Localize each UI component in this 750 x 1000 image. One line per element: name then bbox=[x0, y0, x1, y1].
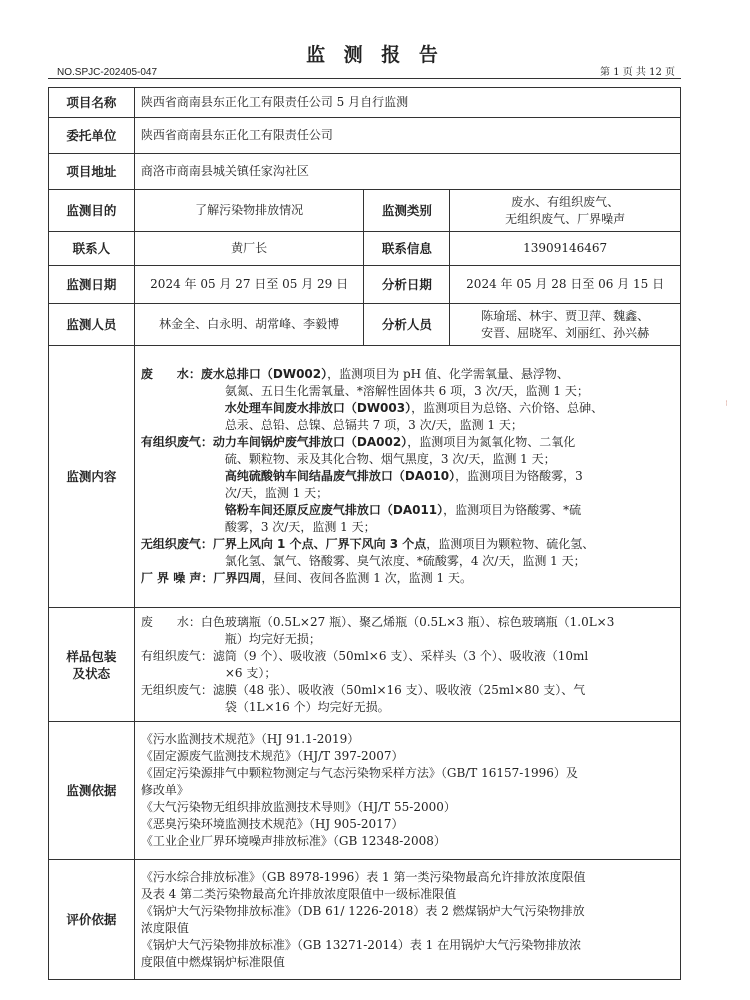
ww1-text-b: 氨氮、五日生化需氧量、*溶解性固体共 6 项，3 次/天，监测 1 天； bbox=[224, 384, 589, 398]
org-gas-tag: 有组织废气： bbox=[140, 435, 213, 449]
basis-line: 《固定污染源排气中颗粒物测定与气态污染物采样方法》（GB/T 16157-1996）及 bbox=[140, 766, 578, 780]
ww1-title: 废水总排口（DW002） bbox=[200, 367, 328, 381]
row-content bbox=[49, 346, 681, 608]
ug-text-a: ，监测项目为颗粒物、硫化氢、 bbox=[426, 537, 595, 551]
ww2-text-b: 总汞、总铅、总镍、总镉共 7 项，3 次/天，监测 1 天； bbox=[224, 418, 523, 432]
samples-og-text-a: 滤筒（9 个）、吸收液（50ml×6 支）、采样头（3 个）、吸收液（10ml bbox=[212, 648, 589, 663]
analysis-staff-line-1: 陈瑜瑶、林宇、贾卫萍、魏鑫、 bbox=[481, 308, 650, 323]
samples-og-text-b: ×6 支）； bbox=[224, 665, 277, 680]
samples-og-tag: 有组织废气： bbox=[140, 648, 213, 663]
analysis-date-value: 2024 年 05 月 28 日至 06 月 15 日 bbox=[450, 266, 681, 304]
evaluation-line: 《污水综合排放标准》（GB 8978-1996）表 1 第一类污染物最高允许排放浓度限值 bbox=[140, 869, 586, 884]
category-label: 监测类别 bbox=[364, 190, 450, 232]
evaluation-label: 评价依据 bbox=[49, 860, 135, 980]
client-label: 委托单位 bbox=[49, 118, 135, 154]
evaluation-line: 《锅炉大气污染物排放标准》（GB 13271-2014）表 1 在用锅炉大气污染物排放浓 bbox=[140, 937, 582, 952]
ug-title: 厂界上风向 1 个点、厂界下风向 3 个点 bbox=[212, 537, 427, 551]
samples-ww-text-b: 瓶）均完好无损； bbox=[224, 631, 321, 646]
header-divider bbox=[48, 78, 681, 79]
og3-text-a: ，监测项目为铬酸雾、*硫 bbox=[443, 503, 582, 517]
og2-title: 高纯硫酸钠车间结晶废气排放口（DA010） bbox=[224, 469, 456, 483]
noise-text: ，昼间、夜间各监测 1 次，监测 1 天。 bbox=[261, 571, 472, 585]
basis-line: 修改单》 bbox=[140, 783, 189, 797]
og1-text-b: 硫、颗粒物、汞及其化合物、烟气黑度，3 次/天，监测 1 天； bbox=[224, 452, 556, 466]
content-value bbox=[134, 346, 680, 608]
basis-line: 《污水监测技术规范》（HJ 91.1-2019） bbox=[140, 732, 360, 746]
analysis-staff-line-2: 安晋、屈晓军、刘丽红、孙兴赫 bbox=[481, 325, 650, 340]
basis-line: 《工业企业厂界环境噪声排放标准》（GB 12348-2008） bbox=[140, 834, 446, 848]
samples-value bbox=[134, 608, 680, 722]
row-contact bbox=[49, 232, 681, 266]
purpose-label: 监测目的 bbox=[49, 190, 135, 232]
monitor-staff-label: 监测人员 bbox=[49, 304, 135, 346]
basis-line: 《恶臭污染环境监测技术规范》（HJ 905-2017） bbox=[140, 817, 404, 831]
basis-label: 监测依据 bbox=[49, 722, 135, 860]
purpose-value: 了解污染物排放情况 bbox=[134, 190, 364, 232]
page-info: 第 1 页 共 12 页 bbox=[600, 67, 675, 78]
monitor-date-value: 2024 年 05 月 27 日至 05 月 29 日 bbox=[134, 266, 364, 304]
analysis-staff-value bbox=[450, 304, 681, 346]
samples-label-line-2: 及状态 bbox=[72, 665, 111, 681]
content-label: 监测内容 bbox=[49, 346, 135, 608]
samples-ww-text-a: 白色玻璃瓶（0.5L×27 瓶）、聚乙烯瓶（0.5L×3 瓶）、棕色玻璃瓶（1.0L×3 bbox=[200, 614, 615, 629]
wastewater-tag: 废 水： bbox=[140, 367, 201, 381]
client-value: 陕西省商南县东正化工有限责任公司 bbox=[134, 118, 680, 154]
noise-title: 厂界四周 bbox=[213, 571, 262, 585]
basis-line: 《固定源废气监测技术规范》（HJ/T 397-2007） bbox=[140, 749, 404, 763]
ww2-text-a: ，监测项目为总铬、六价铬、总砷、 bbox=[411, 401, 604, 415]
samples-ug-text-a: 滤膜（48 张）、吸收液（50ml×16 支）、吸收液（25ml×80 支）、气 bbox=[212, 682, 586, 697]
analysis-staff-label: 分析人员 bbox=[364, 304, 450, 346]
og1-text-a: ，监测项目为氮氧化物、二氧化 bbox=[407, 435, 576, 449]
analysis-date-label: 分析日期 bbox=[364, 266, 450, 304]
evaluation-line: 度限值中燃煤锅炉标准限值 bbox=[140, 954, 285, 969]
report-title: 监 测 报 告 bbox=[306, 44, 444, 66]
row-basis bbox=[49, 722, 681, 860]
og2-text-a: ，监测项目为铬酸雾，3 bbox=[455, 469, 583, 483]
ww1-text-a: ，监测项目为 pH 值、化学需氧量、悬浮物、 bbox=[327, 367, 569, 381]
evaluation-line: 浓度限值 bbox=[140, 920, 189, 935]
contact-info-label: 联系信息 bbox=[364, 232, 450, 266]
row-staff bbox=[49, 304, 681, 346]
basis-value bbox=[134, 722, 680, 860]
ug-text-b: 氯化氢、氯气、铬酸雾、臭气浓度、*硫酸雾，4 次/天，监测 1 天； bbox=[224, 554, 586, 568]
row-project-name bbox=[49, 88, 681, 118]
row-purpose bbox=[49, 190, 681, 232]
evaluation-line: 《锅炉大气污染物排放标准》（DB 61/ 1226-2018）表 2 燃煤锅炉大气污染物排放 bbox=[140, 903, 585, 918]
monitor-date-label: 监测日期 bbox=[49, 266, 135, 304]
monitor-staff-value: 林金全、白永明、胡常峰、李毅博 bbox=[134, 304, 364, 346]
evaluation-line: 及表 4 第二类污染物最高允许排放浓度限值中一级标准限值 bbox=[140, 886, 457, 901]
row-samples bbox=[49, 608, 681, 722]
project-name-label: 项目名称 bbox=[49, 88, 135, 118]
category-line-2: 无组织废气、厂界噪声 bbox=[505, 211, 626, 226]
samples-label-line-1: 样品包装 bbox=[66, 648, 117, 664]
og3-text-b: 酸雾，3 次/天，监测 1 天； bbox=[224, 520, 376, 534]
evaluation-value bbox=[134, 860, 680, 980]
basis-line: 《大气污染物无组织排放监测技术导则》（HJ/T 55-2000） bbox=[140, 800, 456, 814]
ww2-title: 水处理车间废水排放口（DW003） bbox=[224, 401, 412, 415]
noise-tag: 厂 界 噪 声： bbox=[140, 571, 214, 585]
og1-title: 动力车间锅炉废气排放口（DA002） bbox=[212, 435, 408, 449]
row-dates bbox=[49, 266, 681, 304]
samples-ug-text-b: 袋（1L×16 个）均完好无损。 bbox=[224, 699, 390, 714]
samples-ug-tag: 无组织废气： bbox=[140, 682, 213, 697]
project-name-value: 陕西省商南县东正化工有限责任公司 5 月自行监测 bbox=[134, 88, 680, 118]
row-client bbox=[49, 118, 681, 154]
report-table bbox=[48, 87, 681, 980]
contact-value: 黄厂长 bbox=[134, 232, 364, 266]
contact-info-value: 13909146467 bbox=[450, 232, 681, 266]
og3-title: 铬粉车间还原反应废气排放口（DA011） bbox=[224, 503, 444, 517]
report-number: NO.SPJC-202405-047 bbox=[57, 67, 158, 78]
stamp-bleed-mark: ┄ bbox=[720, 400, 731, 407]
samples-label bbox=[49, 608, 135, 722]
address-value: 商洛市商南县城关镇任家沟社区 bbox=[134, 154, 680, 190]
samples-ww-tag: 废 水： bbox=[140, 614, 201, 629]
address-label: 项目地址 bbox=[49, 154, 135, 190]
row-evaluation bbox=[49, 860, 681, 980]
category-line-1: 废水、有组织废气、 bbox=[511, 194, 620, 209]
unorg-gas-tag: 无组织废气： bbox=[140, 537, 213, 551]
contact-label: 联系人 bbox=[49, 232, 135, 266]
og2-text-b: 次/天，监测 1 天； bbox=[224, 486, 329, 500]
row-address bbox=[49, 154, 681, 190]
category-value bbox=[450, 190, 681, 232]
